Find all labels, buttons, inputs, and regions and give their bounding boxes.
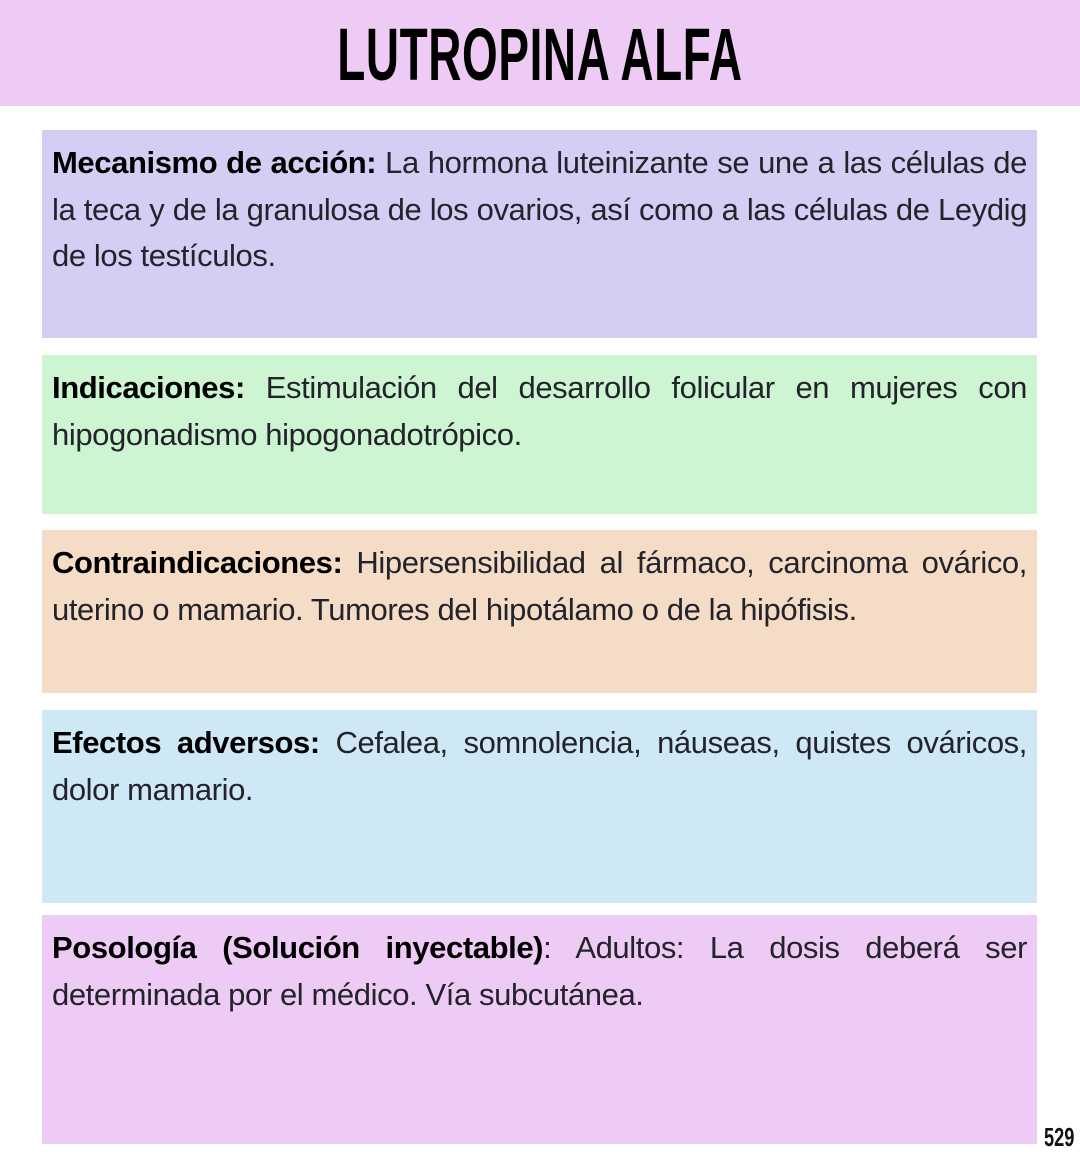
section-mecanismo-de-accion xyxy=(42,130,1037,338)
page-header xyxy=(0,0,1080,106)
section-label: Posología (Solución inyectable) xyxy=(52,930,544,965)
section-indicaciones xyxy=(42,355,1037,514)
section-label: Efectos adversos: xyxy=(52,725,320,760)
section-paragraph xyxy=(52,540,1027,633)
section-paragraph xyxy=(52,925,1027,1018)
section-text: Cefalea, somnolencia, náuseas, quistes ováricos, dolor mamario. xyxy=(52,725,1027,807)
section-text: Estimulación del desarrollo folicular en mujeres con hipogonadismo hipogonadotrópico. xyxy=(52,370,1027,452)
section-efectos-adversos xyxy=(42,710,1037,903)
section-text: La hormona luteinizante se une a las células de la teca y de la granulosa de los ovarios, así como a las células de Leydig de los testículos. xyxy=(52,145,1027,273)
section-paragraph xyxy=(52,365,1027,458)
section-paragraph xyxy=(52,720,1027,813)
section-label: Indicaciones: xyxy=(52,370,245,405)
section-label: Contraindicaciones: xyxy=(52,545,343,580)
section-contraindicaciones xyxy=(42,530,1037,693)
section-label: Mecanismo de acción: xyxy=(52,145,377,180)
section-paragraph xyxy=(52,140,1027,280)
section-posologia xyxy=(42,915,1037,1144)
page-number: 529 xyxy=(1043,1122,1074,1152)
section-text: : Adultos: La dosis deberá ser determinada por el médico. Vía subcutánea. xyxy=(52,930,1027,1012)
page-title: LUTROPINA ALFA xyxy=(337,13,743,96)
section-text: Hipersensibilidad al fármaco, carcinoma ovárico, uterino o mamario. Tumores del hipotálamo o de la hipófisis. xyxy=(52,545,1027,627)
